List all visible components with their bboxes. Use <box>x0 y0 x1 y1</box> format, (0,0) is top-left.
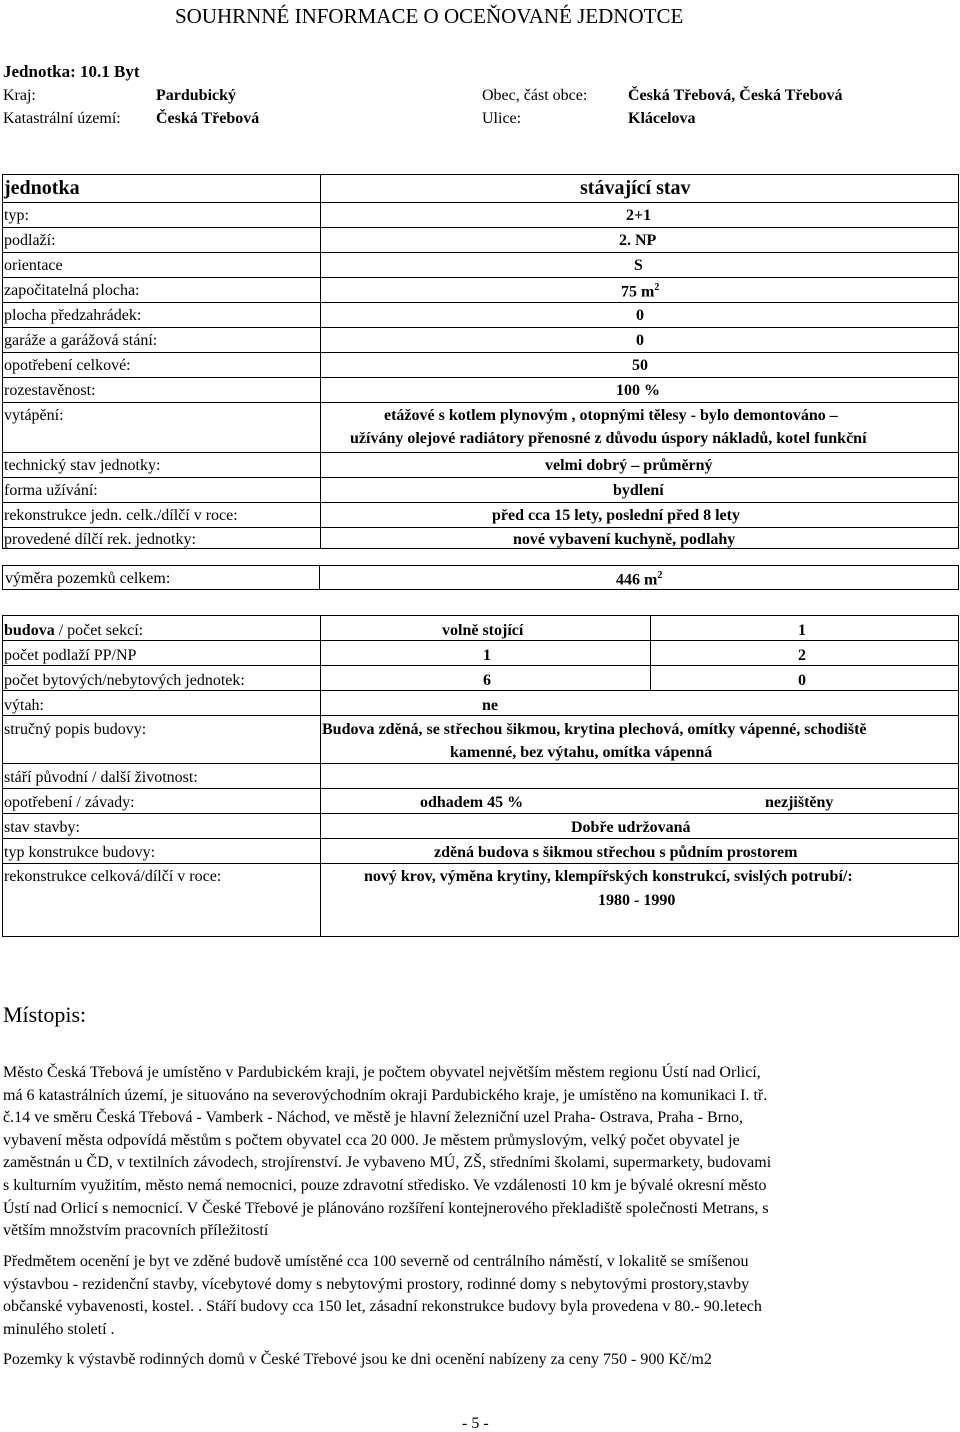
unit-value-usage: bydlení <box>613 482 664 499</box>
building-table-rule <box>2 640 959 641</box>
paragraph-line: minulého století . <box>3 1320 115 1338</box>
unit-label-completion: rozestavěnost: <box>4 382 96 399</box>
land-area-divider <box>319 566 320 589</box>
unit-label-partial-rec: provedené dílčí rek. jednotky: <box>4 531 196 548</box>
building-label-units: počet bytových/nebytových jednotek: <box>4 672 245 689</box>
unit-table-rule <box>2 527 959 528</box>
unit-table <box>2 174 959 549</box>
unit-value-front-garden: 0 <box>636 307 644 324</box>
unit-value-type: 2+1 <box>626 207 652 224</box>
building-value-condition: Dobře udržovaná <box>571 819 691 836</box>
building-label-elevator: výtah: <box>4 697 44 714</box>
paragraph-line: vybavení města odpovídá městům s počtem obyvatel cca 20 000. Je městem průmyslovým, velký počet obyvatel je <box>3 1131 740 1149</box>
building-value-defects: nezjištěny <box>765 794 834 811</box>
building-label-construction: typ konstrukce budovy: <box>4 844 156 861</box>
building-value-sections: 1 <box>798 622 806 639</box>
unit-heading: jednotka <box>4 177 80 199</box>
unit-value-completion: 100 % <box>616 382 660 399</box>
paragraph-line: občanské vybavenosti, kostel. . Stáří budovy cca 150 let, zásadní rekonstrukce budovy byla provedena v 80.- 90.letech <box>3 1298 762 1316</box>
street-label: Ulice: <box>482 110 522 127</box>
building-table-rule <box>2 690 959 691</box>
unit-value-garages: 0 <box>636 332 644 349</box>
unit-table-rule <box>2 302 959 303</box>
building-label-condition: stav stavby: <box>4 819 80 836</box>
unit-label-heating: vytápění: <box>4 407 64 424</box>
building-label-sections: budova / počet sekcí: <box>4 622 144 639</box>
unit-label-tech-state: technický stav jednotky: <box>4 457 161 474</box>
paragraph-line: s kulturním využitím, město nemá nemocnici, pouze zdravotní středisko. Ve vzdálenosti 10 km je bývalé okresní město <box>3 1176 767 1194</box>
page-title: SOUHRNNÉ INFORMACE O OCEŇOVANÉ JEDNOTCE <box>175 4 684 28</box>
unit-label-wear: opotřebení celkové: <box>4 357 131 374</box>
unit-id: Jednotka: 10.1 Byt <box>3 62 140 81</box>
unit-table-rule <box>2 477 959 478</box>
unit-table-divider <box>320 174 321 549</box>
building-label-wear: opotřebení / závady: <box>4 794 135 811</box>
unit-value-heating-cont: užívány olejové radiátory přenosné z důvodu úspory nákladů, kotel funkční <box>350 430 867 447</box>
municipality-value: Česká Třebová, Česká Třebová <box>628 87 843 104</box>
location-heading: Místopis: <box>3 1002 87 1027</box>
unit-value-wear: 50 <box>632 357 648 374</box>
building-table-rule <box>2 813 959 814</box>
unit-table-rule <box>2 252 959 253</box>
building-value-type: volně stojící <box>442 622 524 639</box>
building-table <box>2 615 959 937</box>
state-heading: stávající stav <box>580 177 691 199</box>
unit-value-floor: 2. NP <box>619 232 657 249</box>
cadastral-value: Česká Třebová <box>156 110 260 127</box>
paragraph-line: Pozemky k výstavbě rodinných domů v České Třebové jsou ke dni ocenění nabízeny za ceny 750 - 900 Kč/m2 <box>3 1351 712 1368</box>
building-table-rule <box>2 788 959 789</box>
unit-table-rule <box>2 502 959 503</box>
unit-table-rule <box>2 352 959 353</box>
unit-value-partial-rec: nové vybavení kuchyně, podlahy <box>513 531 736 548</box>
unit-label-garages: garáže a garážová stání: <box>4 332 158 349</box>
building-table-rule <box>2 863 959 864</box>
building-label-floors: počet podlaží PP/NP <box>4 647 137 664</box>
building-value-description-cont: kamenné, bez výtahu, omítka vápenná <box>450 744 713 761</box>
unit-table-rule <box>2 202 959 203</box>
paragraph-line: větším množstvím pracovních příležitostí <box>3 1222 269 1240</box>
cadastral-label: Katastrální území: <box>3 110 121 127</box>
region-label: Kraj: <box>3 87 36 104</box>
location-paragraph-1 <box>3 1062 957 1243</box>
building-table-rule <box>2 665 959 666</box>
location-paragraph-2 <box>3 1251 957 1341</box>
building-table-rule <box>2 838 959 839</box>
street-value: Klácelova <box>628 110 696 127</box>
paragraph-line: výstavbou - rezidenční stavby, vícebytové domy s nebytovými prostory, rodinné domy s nebytovými prostory,stavby <box>3 1275 750 1293</box>
building-table-rule <box>2 763 959 764</box>
unit-table-rule <box>2 402 959 403</box>
paragraph-line: č.14 ve směru Česká Třebová - Vamberk - Náchod, ve městě je hlavní železniční uzel Praha- Ostrava, Praha - Brno, <box>3 1109 744 1127</box>
unit-label-area: započitatelná plocha: <box>4 282 140 299</box>
municipality-label: Obec, část obce: <box>482 87 588 104</box>
land-area-row <box>2 565 959 590</box>
unit-label-type: typ: <box>4 207 29 224</box>
unit-label-usage: forma užívání: <box>4 482 98 499</box>
building-value-reconstruction: nový krov, výměna krytiny, klempířských konstrukcí, svislých potrubí/: <box>364 868 853 885</box>
paragraph-line: má 6 katastrálních území, je situováno na severovýchodním okraji Pardubického kraje, je umístěno na komunikaci I. tř. <box>3 1086 768 1104</box>
unit-value-area: 75 $m^2$ <box>621 282 660 301</box>
paragraph-line: zaměstnán u ČD, v textilních závodech, strojírenství. Je vybaveno MÚ, ZŠ, středními školami, supermarkety, budovami <box>3 1154 772 1172</box>
unit-label-front-garden: plocha předzahrádek: <box>4 307 142 324</box>
unit-label-orientation: orientace <box>4 257 63 274</box>
land-area-value: 446 $m^2$ <box>616 570 663 589</box>
building-value-description: Budova zděná, se střechou šikmou, krytina plechová, omítky vápenné, schodiště <box>322 721 867 738</box>
unit-table-rule <box>2 327 959 328</box>
unit-value-heating: etážové s kotlem plynovým , otopnými tělesy - bylo demontováno – <box>384 407 838 424</box>
unit-label-reconstruction: rekonstrukce jedn. celk./dílčí v roce: <box>4 507 238 524</box>
land-area-exponent: 2 <box>657 570 663 581</box>
building-value-residential: 6 <box>483 672 491 689</box>
building-value-construction: zděná budova s šikmou střechou s půdním prostorem <box>434 844 798 861</box>
building-table-divider <box>320 615 321 937</box>
unit-table-rule <box>2 377 959 378</box>
building-value-nonresidential: 0 <box>798 672 806 689</box>
unit-table-rule <box>2 452 959 453</box>
paragraph-line: Předmětem ocenění je byt ve zděné budově umístěné cca 100 severně od centrálního náměstí, v lokalitě se smíšenou <box>3 1253 749 1270</box>
building-value-wear: odhadem 45 % <box>420 794 524 811</box>
region-value: Pardubický <box>156 87 237 104</box>
building-table-rule <box>2 715 959 716</box>
building-table-divider-2 <box>650 615 651 690</box>
unit-value-tech-state: velmi dobrý – průměrný <box>545 457 713 474</box>
unit-value-orientation: S <box>634 257 643 274</box>
building-value-reconstruction-years: 1980 - 1990 <box>598 892 676 909</box>
paragraph-line: Ústí nad Orlicí s nemocnicí. V České Třebové je plánováno rozšíření kontejnerového překladiště společnosti Metrans, s <box>3 1199 769 1217</box>
page-number: - 5 - <box>462 1415 489 1432</box>
building-value-elevator: ne <box>482 697 498 714</box>
unit-area-exponent: 2 <box>654 282 660 293</box>
location-paragraph-3 <box>3 1349 957 1372</box>
land-area-label: výměra pozemků celkem: <box>5 570 171 587</box>
building-value-aboveground: 2 <box>798 647 806 664</box>
unit-table-rule <box>2 227 959 228</box>
unit-label-floor: podlaží: <box>4 232 56 249</box>
building-label-age: stáří původní / další životnost: <box>4 769 198 786</box>
paragraph-line: Město Česká Třebová je umístěno v Pardubickém kraji, je počtem obyvatel největším městem regionu Ústí nad Orlicí, <box>3 1064 761 1081</box>
building-label-description: stručný popis budovy: <box>4 721 147 738</box>
unit-table-border <box>2 174 959 549</box>
unit-value-reconstruction: před cca 15 lety, poslední před 8 lety <box>492 507 740 524</box>
building-value-underground: 1 <box>483 647 491 664</box>
building-label-reconstruction: rekonstrukce celková/dílčí v roce: <box>4 868 222 885</box>
unit-table-rule <box>2 277 959 278</box>
